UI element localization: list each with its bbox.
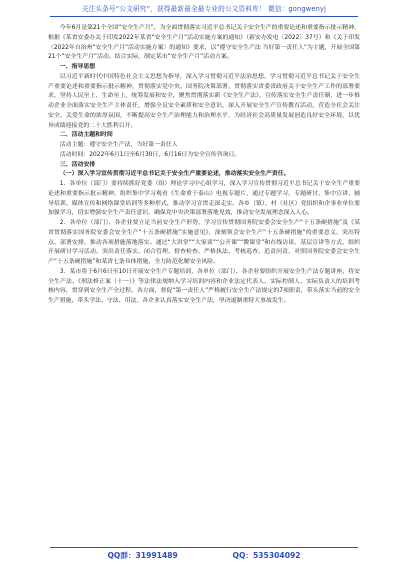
body-paragraph: 1．各单位（部门）要持续抓好党委（组）理论学习中心组学习，深入学习宣传贯彻习近平总书记关于安全生产重要论述和重要指示批示精神，组织集中学习观看《生命重于泰山》电视专题片，通过专题学习、专题研讨、集中宣讲、辅导培训、媒体宣传和网络课堂培训等多种形式，推动学习宣贯走深走实。各乡（镇）、村（社区）党组织和企事业单位要加强学习，切实增强安全生产责任意识，确保党中央决策部署落地见效，推动安全发展理念深入人心。 (48, 181, 360, 217)
body-paragraph: 3．某市将于6月6日至10日开展安全生产专题培训，各单位（部门）、各企业要组织开展安全生产法专题讲座，将安全生产法、《刑法修正案（十一）》等法律法规纳入学习培训内容和企业法定代表人、实际控制人、实际负责人的培训考核内容，贯穿到安全生产全过程、各方面，督促“第一责任人”严格履行安全生产法规定的7项职责，带头落实当前的安全生产措施，带头学法、守法、用法，各企业认真落实安全生产法，坚决遏制重特大事故发生。 (48, 268, 360, 304)
body-paragraph: 活动时间：2022年6月1日至6月30日，6月16日为安全宣传咨询日。 (59, 151, 241, 158)
footer-qq-contact: QQ：535304092 (232, 551, 301, 560)
intro-paragraph: 今年6月是第21个全国“安全生产月”，为全面贯彻落实习近平总书记关于安全生产的重要论述和重要指示批示精神，根据《某省安委办关于印发2022年某省“安全生产月”活动实施方案的通知》（新安办发电〔2022〕37号）和《关于印发〈2022年自治州“安全生产月”活动实施方案〉的通知》要求，以“遵守安全生产法 当好第一责任人”为主题，开展全国第21个“安全生产月”活动。结合实际，制定某市“安全生产月”活动方案。 (48, 25, 360, 61)
page-footer (0, 550, 408, 562)
subsection-heading: （一）深入学习宣传贯彻习近平总书记关于安全生产重要论述，推动落实安全生产责任。 (59, 171, 290, 178)
section-heading: 一、指导思想 (59, 64, 96, 70)
section-heading: 二、活动主题和时间 (59, 132, 113, 139)
footer-qq-group: QQ群：31991489 (107, 551, 178, 560)
body-paragraph: 以习近平新时代中国特色社会主义思想为指导，深入学习贯彻习近平法治思想，学习贯彻习近平总书记关于安全生产重要论述和重要指示批示精神，贯彻落实党中央、国务院决策部署，贯彻落实省委省政府关于安全生产工作的部署要求，坚持人民至上、生命至上，统筹发展和安全，聚焦贯彻落实新《安全生产法》，宣传落实安全生产责任制，进一步推动企业全面落实安全生产主体责任，增强全员安全素质和安全意识，深入开展安全生产宣传教育活动，营造全社会关注安全、关爱生命的浓厚氛围，不断提高安全生产治理能力和治理水平，为经济社会高质量发展创造良好安全环境，以优异成绩迎接党的二十大胜利召开。 (48, 73, 360, 129)
section-heading: 三、活动安排 (59, 161, 96, 168)
document-body (48, 24, 360, 534)
body-paragraph: 2．各单位（部门）、各企业要立足当前安全生产形势，学习宣传贯彻国务院安委会安全生产“十五条硬措施”及《某省贯彻落实国务院安委会安全生产“十五条硬措施”实施意见》，深刻领会安全生产“十五条硬措施”的重要意义、突出特点、部署安排，推动各项措施落地落实。通过“大讲堂”“大家谈”“公开课”“微课堂”和在线访谈、基层宣讲等方式，组织开展研讨学习活动，突出责任落实、闭合管理、督查检查、严格执法、考核巡查、追责问责，对照国务院安委会安全生产“十五条硬措施”和某省七条具体措施，全力防范化解安全风险。 (48, 220, 360, 265)
page-header-banner: 关注头条号“公文研究”，获得最新最全最专业的公文资料库！ 微信：gongwenyj (81, 5, 327, 13)
header-rule (50, 16, 358, 17)
body-paragraph: 活动主题：遵守安全生产法，当好第一责任人 (59, 142, 178, 148)
footer-rule (50, 547, 358, 548)
